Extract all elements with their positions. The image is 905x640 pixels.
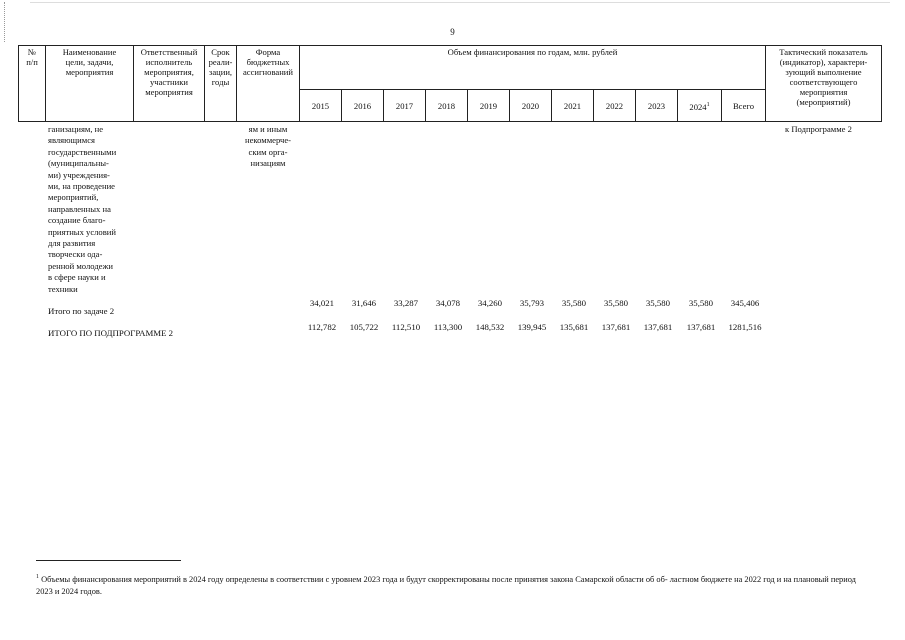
header-year: 2017: [384, 90, 426, 122]
budget-form-continued: ям и иным некоммерче- ским орга- низациям: [244, 124, 292, 169]
measure-name-continued: ганизациям, не являющимся государственными (муниципальны- ми) учреждения- ми, на проведение мероприятий, направленных на создание благо- приятных условий для развития творчески ода- ренной молодежи в сфере науки и техники: [48, 124, 117, 294]
table-cell: 34,078: [435, 298, 461, 308]
header-volume: Объем финансирования по годам, млн. рублей: [300, 46, 766, 90]
header-year: 2024$^1$: [678, 90, 722, 122]
header-year: 2020: [510, 90, 552, 122]
table-cell: 35,793: [519, 298, 545, 308]
header-year: 2022: [594, 90, 636, 122]
table-cell: 148,532: [475, 322, 505, 332]
table-cell: 34,260: [477, 298, 503, 308]
table-cell: 345,406: [730, 298, 760, 308]
header-year: 2016: [342, 90, 384, 122]
table-cell: 113,300: [433, 322, 463, 332]
header-indicator: Тактический показатель (индикатор), характери- зующий выполнение соответствующего мероприятия (мероприятий): [766, 46, 882, 122]
table-cell: 33,287: [393, 298, 419, 308]
indicator-continued: к Подпрограмме 2: [785, 124, 852, 134]
table-cell: 35,580: [603, 298, 629, 308]
table-cell: 137,681: [686, 322, 716, 332]
table-cell: 35,580: [688, 298, 714, 308]
row-label-subprogram2: ИТОГО ПО ПОДПРОГРАММЕ 2: [48, 328, 174, 338]
table-cell: 35,580: [645, 298, 671, 308]
table-cell: 137,681: [643, 322, 673, 332]
header-year: 2023: [636, 90, 678, 122]
table-cell: 135,681: [559, 322, 589, 332]
header-form: Форма бюджетных ассигнований: [237, 46, 300, 122]
table-cell: 137,681: [601, 322, 631, 332]
table-cell: 112,510: [391, 322, 421, 332]
header-term: Срок реали- зации, годы: [205, 46, 237, 122]
financing-table-header: [18, 45, 882, 122]
table-cell: 112,782: [307, 322, 337, 332]
footnote-marker: 1: [706, 101, 710, 108]
header-name: Наименование цели, задачи, мероприятия: [46, 46, 134, 122]
header-year: 2021: [552, 90, 594, 122]
scan-top-line: [30, 2, 890, 3]
page-number: 9: [450, 27, 455, 37]
table-cell: 35,580: [561, 298, 587, 308]
table-cell: 105,722: [349, 322, 379, 332]
row-label-task2: Итого по задаче 2: [48, 306, 115, 316]
footnote: [36, 571, 866, 598]
footnote-separator: [36, 560, 181, 561]
footnote-mark: 1: [36, 574, 39, 580]
table-cell: 139,945: [517, 322, 547, 332]
header-total: Всего: [722, 90, 766, 122]
header-executor: Ответственный исполнитель мероприятия, участники мероприятия: [134, 46, 205, 122]
header-year: 2018: [426, 90, 468, 122]
table-cell: 31,646: [351, 298, 377, 308]
table-cell: 1281,516: [728, 322, 762, 332]
header-year: 2019: [468, 90, 510, 122]
table-cell: 34,021: [309, 298, 335, 308]
header-year: 2015: [300, 90, 342, 122]
footnote-text: Объемы финансирования мероприятий в 2024 году определены в соответствии с уровнем 2023 года и будут скорректированы после принятия закона Самарской области об об- ластном бюджете на 2022 год и на плановый период 2023 и 2024 годов.: [36, 574, 856, 596]
header-num: № п/п: [19, 46, 46, 122]
